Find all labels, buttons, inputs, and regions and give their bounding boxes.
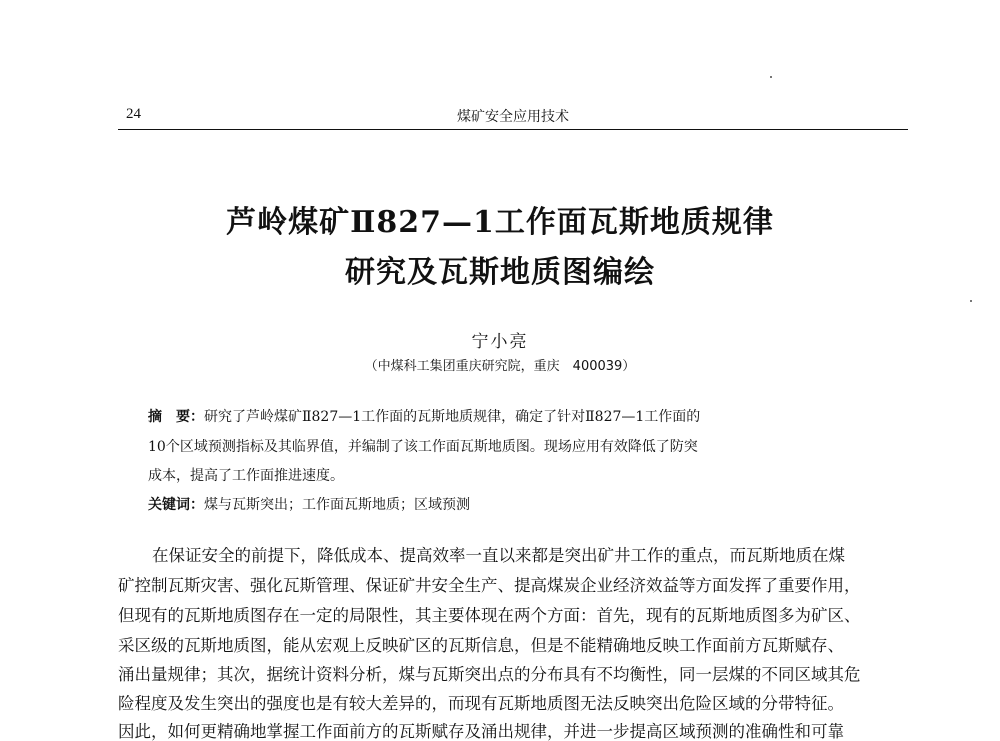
body-line-2: 矿控制瓦斯灾害、强化瓦斯管理、保证矿井安全生产、提高煤炭企业经济效益等方面发挥了重要作用， <box>118 576 861 595</box>
running-header <box>118 102 908 128</box>
author-name: 宁小亮 <box>471 332 529 352</box>
abstract-line-3: 成本，提高了工作面推进速度。 <box>148 468 344 484</box>
abstract-line-2: 10个区域预测指标及其临界值，并编制了该工作面瓦斯地质图。现场应用有效降低了防突 <box>148 439 698 455</box>
body-line-7: 因此，如何更精确地掌握工作面前方的瓦斯赋存及涌出规律，并进一步提高区域预测的准确性和可靠 <box>118 722 844 741</box>
journal-name: 煤矿安全应用技术 <box>457 109 569 125</box>
keywords-label: 关键词： <box>148 497 204 513</box>
abstract-text-1: 研究了芦岭煤矿Ⅱ827—1工作面的瓦斯地质规律，确定了针对Ⅱ827—1工作面的 <box>204 409 701 425</box>
keywords-line <box>148 498 868 512</box>
body-line-5: 涌出量规律；其次，据统计资料分析，煤与瓦斯突出点的分布具有不均衡性，同一层煤的不同区域其危 <box>118 665 861 684</box>
header-rule <box>118 129 908 130</box>
article-title-line-1: 芦岭煤矿Ⅱ827—1工作面瓦斯地质规律 <box>226 205 774 240</box>
body-line-1: 在保证安全的前提下，降低成本、提高效率一直以来都是突出矿井工作的重点，而瓦斯地质在煤 <box>152 546 845 565</box>
body-line-4: 采区级的瓦斯地质图，能从宏观上反映矿区的瓦斯信息，但是不能精确地反映工作面前方瓦斯赋存、 <box>118 636 844 655</box>
body-line-3: 但现有的瓦斯地质图存在一定的局限性，其主要体现在两个方面：首先，现有的瓦斯地质图多为矿区、 <box>118 606 861 625</box>
abstract-line-1 <box>148 410 868 424</box>
scan-speck <box>970 300 972 302</box>
abstract-label: 摘 要： <box>148 409 204 425</box>
article-title-line-2: 研究及瓦斯地质图编绘 <box>345 255 655 290</box>
author-affiliation: （中煤科工集团重庆研究院，重庆 400039） <box>364 359 636 374</box>
scan-speck <box>770 76 772 78</box>
page-number: 24 <box>126 106 141 122</box>
keywords-text: 煤与瓦斯突出；工作面瓦斯地质；区域预测 <box>204 497 470 513</box>
body-line-6: 险程度及发生突出的强度也是有较大差异的，而现有瓦斯地质图无法反映突出危险区域的分带特征。 <box>118 694 844 713</box>
